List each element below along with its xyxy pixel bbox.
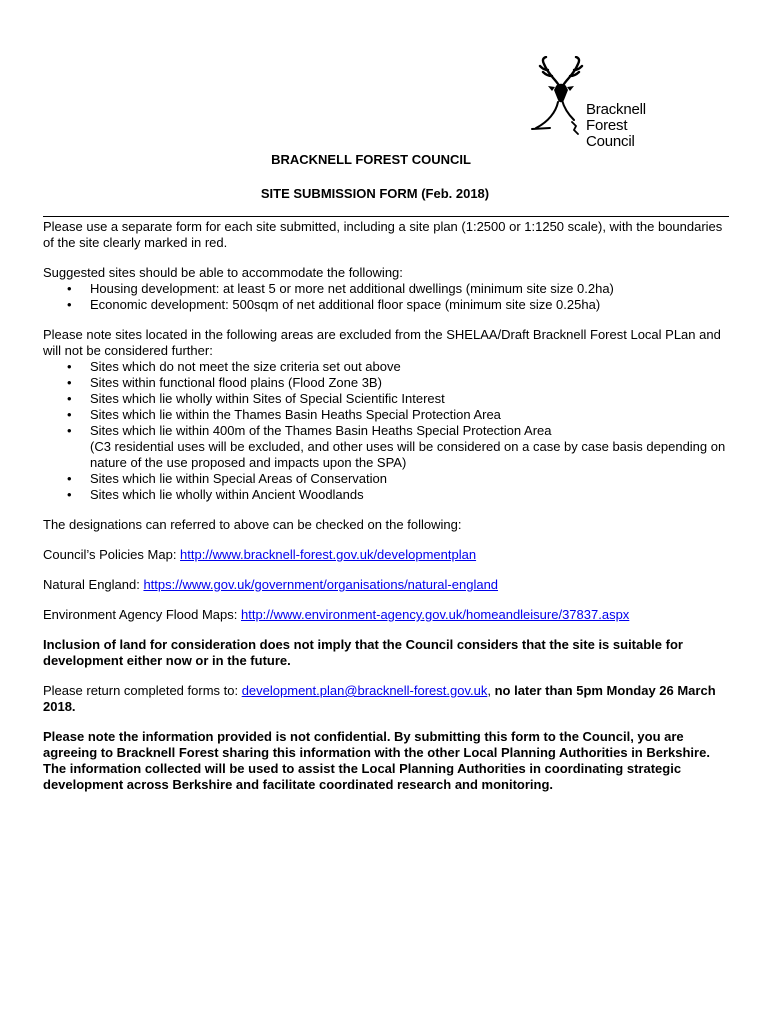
list-item [43, 423, 733, 471]
logo-line-1: Bracknell [586, 101, 646, 118]
council-heading: BRACKNELL FOREST COUNCIL [271, 152, 471, 167]
list-item [43, 297, 733, 313]
bullet-icon: • [67, 281, 72, 296]
confidential-notice: Please note the information provided is not confidential. By submitting this form to the Council, you are agreeing to Bracknell Forest sharing this information with the other Local Planning Authorities in Berkshire. The information collected will be used to assist the Local Planning Authorities in coordinating strategic development across Berkshire and facilitate coordinated research and monitoring. [43, 729, 710, 792]
logo-line-3: Council [586, 133, 635, 150]
flood-maps-link[interactable]: http://www.environment-agency.gov.uk/homeandleisure/37837.aspx [241, 607, 630, 622]
stag-icon [528, 56, 592, 136]
header-divider [43, 216, 729, 217]
policies-map-line [43, 547, 733, 563]
flood-maps-line [43, 607, 733, 623]
bullet-icon: • [67, 375, 72, 390]
return-instructions [43, 683, 733, 715]
flood-maps-label: Environment Agency Flood Maps: [43, 607, 241, 622]
bullet-icon: • [67, 391, 72, 406]
list-item-text: Sites which lie wholly within Sites of Special Scientific Interest [90, 391, 445, 406]
natural-england-label: Natural England: [43, 577, 144, 592]
logo-wordmark [586, 102, 646, 150]
list-item [43, 281, 733, 297]
logo-line-2: Forest [586, 117, 628, 134]
natural-england-link[interactable]: https://www.gov.uk/government/organisations/natural-england [143, 577, 499, 592]
designations-lead: The designations can referred to above can be checked on the following: [43, 517, 462, 532]
list-item [43, 375, 733, 391]
excluded-list [43, 359, 733, 503]
suggested-lead: Suggested sites should be able to accommodate the following: [43, 265, 403, 280]
bullet-icon: • [67, 297, 72, 312]
council-logo [528, 56, 658, 156]
bullet-icon: • [67, 471, 72, 486]
list-item-text: Sites within functional flood plains (Flood Zone 3B) [90, 375, 382, 390]
return-email-link[interactable]: development.plan@bracknell-forest.gov.uk [241, 683, 488, 698]
bullet-icon: • [67, 407, 72, 422]
list-item [43, 359, 733, 375]
return-comma: , [487, 683, 491, 698]
suggested-list [43, 281, 733, 313]
list-item [43, 487, 733, 503]
inclusion-notice: Inclusion of land for consideration does not imply that the Council considers that the site is suitable for development either now or in the future. [43, 637, 683, 668]
natural-england-line [43, 577, 733, 593]
return-lead: Please return completed forms to: [43, 683, 242, 698]
bullet-icon: • [67, 423, 72, 438]
list-item-text: Economic development: 500sqm of net additional floor space (minimum site size 0.25ha) [90, 297, 601, 312]
list-item [43, 407, 733, 423]
form-body [43, 219, 733, 807]
list-item-text: Sites which lie wholly within Ancient Woodlands [90, 487, 364, 502]
bullet-icon: • [67, 487, 72, 502]
list-item-text: Sites which lie within 400m of the Thames Basin Heaths Special Protection Area [90, 423, 552, 438]
list-item [43, 471, 733, 487]
excluded-lead: Please note sites located in the following areas are excluded from the SHELAA/Draft Bracknell Forest Local PLan and will not be considered further: [43, 327, 721, 358]
return-deadline: no later than 5pm Monday 26 March 2018. [43, 683, 716, 714]
list-item-text: Sites which lie within the Thames Basin Heaths Special Protection Area [90, 407, 501, 422]
form-title: SITE SUBMISSION FORM (Feb. 2018) [260, 186, 490, 201]
bullet-icon: • [67, 359, 72, 374]
intro-paragraph: Please use a separate form for each site submitted, including a site plan (1:2500 or 1:1250 scale), with the boundaries of the site clearly marked in red. [43, 219, 723, 250]
policies-map-link[interactable]: http://www.bracknell-forest.gov.uk/developmentplan [180, 547, 477, 562]
list-item-text: Sites which do not meet the size criteria set out above [90, 359, 401, 374]
list-item-text: Housing development: at least 5 or more net additional dwellings (minimum site size 0.2ha) [90, 281, 614, 296]
spa-note: (C3 residential uses will be excluded, and other uses will be considered on a case by case basis depending on nature of the use proposed and impacts upon the SPA) [90, 439, 726, 470]
list-item-text: Sites which lie within Special Areas of Conservation [90, 471, 387, 486]
list-item [43, 391, 733, 407]
policies-map-label: Council’s Policies Map: [43, 547, 181, 562]
